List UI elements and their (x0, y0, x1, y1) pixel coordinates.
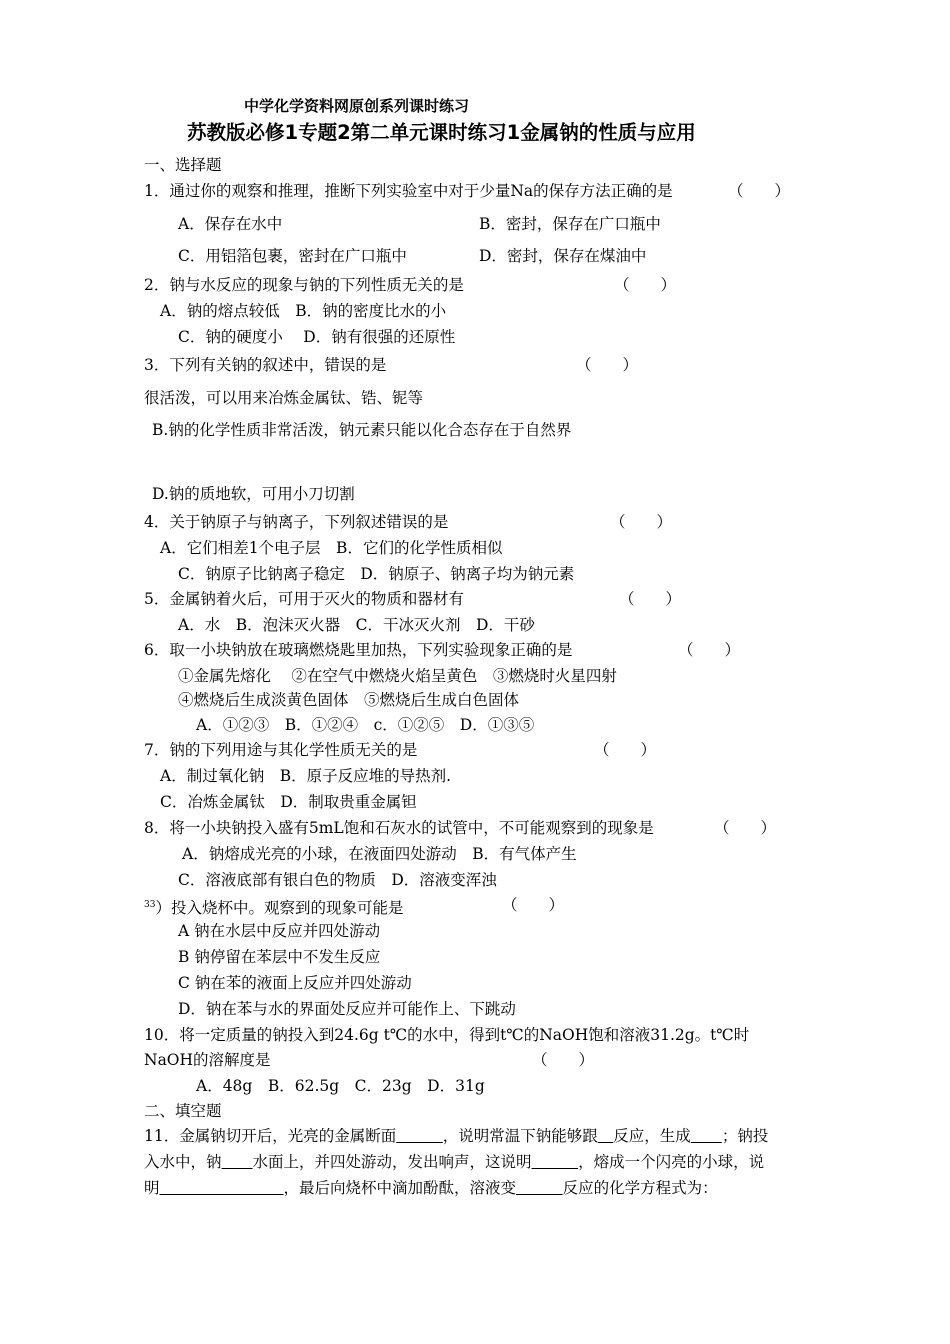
q4-options-ab: A．它们相差1个电子层 B．它们的化学性质相似 (160, 539, 503, 557)
q9-stem-superscript: 33 (144, 900, 156, 910)
q2-options-ab: A．钠的熔点较低 B．钠的密度比水的小 (160, 302, 447, 320)
q6-statements-2: ④燃烧后生成淡黄色固体 ⑤燃烧后生成白色固体 (178, 691, 520, 709)
q11-text-6: 水面上，并四处游动，发出响声，这说明 (252, 1153, 532, 1171)
q7-options-cd: C．冶炼金属钛 D．制取贵重金属钽 (160, 793, 417, 811)
q5-stem: 5．金属钠着火后，可用于灭火的物质和器材有 (144, 590, 464, 608)
q8-answer-paren: （ ） (714, 819, 777, 837)
q1-answer-paren: （ ） (728, 182, 791, 200)
q11-text-8: 明 (144, 1179, 160, 1197)
q8-stem: 8．将一小块钠投入盛有5mL饱和石灰水的试管中，不可能观察到的现象是 (144, 819, 654, 837)
q1-option-a: A．保存在水中 (178, 215, 283, 233)
q11-blank-5 (532, 1153, 579, 1171)
q6-stem: 6．取一小块钠放在玻璃燃烧匙里加热，下列实验现象正确的是 (144, 641, 573, 659)
q9-stem (144, 895, 403, 918)
q9-answer-paren: （ ） (502, 896, 565, 914)
q11-blank-4 (222, 1153, 253, 1171)
q11-text-7: ，熔成一个闪亮的小球，说 (578, 1153, 765, 1171)
q11-text-1: 11．金属钠切开后，光亮的金属断面 (144, 1127, 397, 1145)
q10-answer-paren: （ ） (532, 1051, 595, 1069)
q11-blank-7 (516, 1179, 563, 1197)
q7-answer-paren: （ ） (594, 741, 657, 759)
q11-text-5: 入水中，钠 (144, 1153, 222, 1171)
q1-option-c: C．用铝箔包裹，密封在广口瓶中 (178, 247, 407, 265)
q11-line2 (144, 1152, 764, 1172)
q8-options-cd: C．溶液底部有银白色的物质 D．溶液变浑浊 (178, 871, 497, 889)
q11-line1 (144, 1126, 768, 1146)
q2-stem: 2．钠与水反应的现象与钠的下列性质无关的是 (144, 276, 464, 294)
q5-options: A．水 B．泡沫灭火器 C．干冰灭火剂 D．干砂 (178, 616, 535, 634)
q1-option-d: D．密封，保存在煤油中 (479, 247, 647, 265)
q3-option-d: D.钠的质地软，可用小刀切割 (152, 485, 355, 503)
q3-answer-paren: （ ） (576, 356, 639, 374)
q6-options: A．①②③ B．①②④ c．①②⑤ D．①③⑤ (196, 716, 535, 734)
q8-options-ab: A．钠熔成光亮的小球，在液面四处游动 B．有气体产生 (182, 845, 577, 863)
q1-stem: 1．通过你的观察和推理，推断下列实验室中对于少量Na的保存方法正确的是 (144, 182, 673, 200)
q1-option-b: B．密封，保存在广口瓶中 (479, 215, 661, 233)
q11-text-3: 反应，生成 (613, 1127, 691, 1145)
q9-option-c: C 钠在苯的液面上反应并四处游动 (178, 974, 412, 992)
q11-text-4: ；钠投 (721, 1127, 769, 1145)
q2-answer-paren: （ ） (614, 276, 677, 294)
q11-text-9: ，最后向烧杯中滴加酚酞，溶液变 (283, 1179, 517, 1197)
document-title: 苏教版必修1专题2第二单元课时练习1金属钠的性质与应用 (187, 121, 696, 144)
header-text: 中学化学资料网原创系列课时练习 (244, 97, 470, 115)
q9-option-b: B 钠停留在苯层中不发生反应 (178, 948, 381, 966)
q11-text-10: 反应的化学方程式为： (562, 1179, 718, 1197)
section-heading-fill: 二、填空题 (144, 1102, 222, 1120)
q9-option-d: D．钠在苯与水的界面处反应并可能作上、下跳动 (178, 1000, 516, 1018)
q3-stem: 3．下列有关钠的叙述中，错误的是 (144, 356, 387, 374)
q9-option-a: A 钠在水层中反应并四处游动 (178, 922, 381, 940)
q6-statements-1: ①金属先熔化 ②在空气中燃烧火焰呈黄色 ③燃烧时火星四射 (178, 667, 617, 685)
q9-stem-text: ）投入烧杯中。观察到的现象可能是 (155, 899, 404, 918)
q4-answer-paren: （ ） (610, 513, 673, 531)
q11-blank-6 (160, 1179, 284, 1197)
q7-stem: 7．钠的下列用途与其化学性质无关的是 (144, 741, 418, 759)
q3-option-b: B.钠的化学性质非常活泼，钠元素只能以化合态存在于自然界 (152, 421, 572, 439)
q11-blank-3 (691, 1127, 722, 1145)
q11-line3 (144, 1178, 718, 1198)
q11-blank-1 (396, 1127, 443, 1145)
section-heading-choice: 一、选择题 (144, 156, 222, 174)
q10-stem-line2: NaOH的溶解度是 (144, 1051, 271, 1069)
q10-options: A．48g B．62.5g C．23g D．31g (196, 1077, 485, 1095)
q11-blank-2 (598, 1127, 614, 1145)
q6-answer-paren: （ ） (678, 641, 741, 659)
q10-stem-line1: 10．将一定质量的钠投入到24.6g t℃的水中，得到t℃的NaOH饱和溶液31.2g。t℃时 (144, 1026, 750, 1044)
q7-options-ab: A．制过氧化钠 B．原子反应堆的导热剂. (160, 767, 452, 785)
q5-answer-paren: （ ） (619, 590, 682, 608)
q2-options-cd: C．钠的硬度小 D．钠有很强的还原性 (178, 328, 456, 346)
q11-text-2: ，说明常温下钠能够跟 (442, 1127, 598, 1145)
q4-options-cd: C．钠原子比钠离子稳定 D．钠原子、钠离子均为钠元素 (178, 565, 575, 583)
q4-stem: 4．关于钠原子与钠离子，下列叙述错误的是 (144, 513, 449, 531)
q3-option-a: 很活泼，可以用来冶炼金属钛、锆、铌等 (144, 389, 424, 407)
